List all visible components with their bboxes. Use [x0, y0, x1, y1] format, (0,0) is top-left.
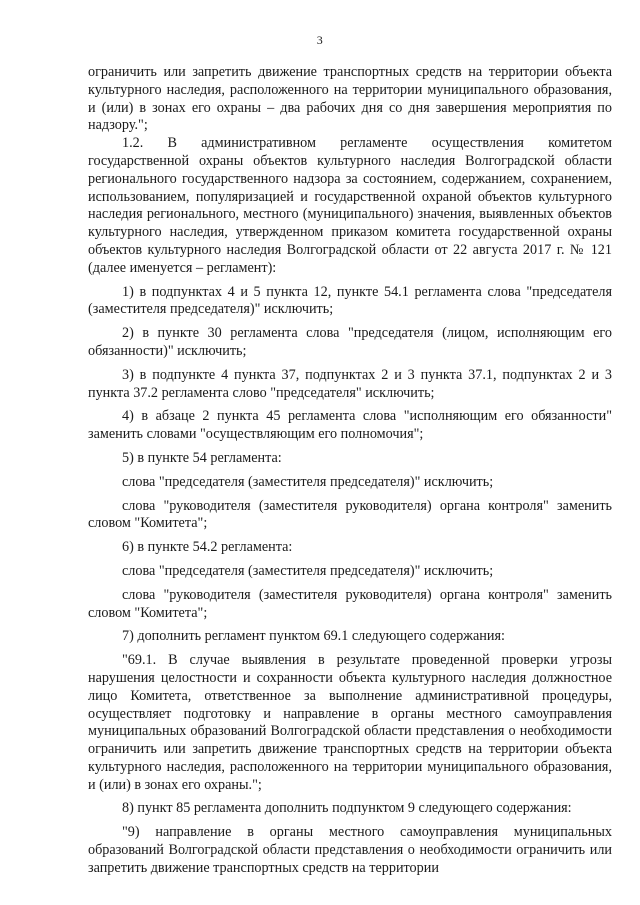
paragraph-1-2: 1.2. В административном регламенте осуществления комитетом государственной охраны объектов культурного наследия Волгоградской области регионального государственного надзора за состоянием, содержанием, сохранением, использованием, популяризацией и государственной охраной объектов культурного наследия регионального, местного (муниципального) значения, выявленных объектов культурного наследия, утвержденном приказом комитета государственной охраны объектов культурного наследия Волгоградской области от 22 августа 2017 г. № 121 (далее именуется – регламент): [88, 135, 612, 276]
list-item-5-sub-b: слова "руководителя (заместителя руководителя) органа контроля" заменить словом "Комитета"; [88, 497, 612, 532]
list-item-8: 8) пункт 85 регламента дополнить подпунктом 9 следующего содержания: [122, 800, 572, 817]
list-item-5: 5) в пункте 54 регламента: [122, 449, 282, 466]
list-item-7: 7) дополнить регламент пунктом 69.1 следующего содержания: [122, 628, 505, 645]
list-item-8-quote: "9) направление в органы местного самоуправления муниципальных образований Волгоградской области представления о необходимости ограничить или запретить движение транспортных средств на территории [88, 824, 612, 876]
list-item-6: 6) в пункте 54.2 регламента: [122, 539, 293, 556]
list-item-3: 3) в подпункте 4 пункта 37, подпунктах 2 и 3 пункта 37.1, подпунктах 2 и 3 пункта 37.2 регламента слово "председателя" исключить; [88, 366, 612, 401]
list-item-5-sub-a: слова "председателя (заместителя председателя)" исключить; [122, 473, 494, 490]
document-body [88, 64, 612, 878]
list-item-4: 4) в абзаце 2 пункта 45 регламента слова "исполняющим его обязанности" заменить словами "осуществляющим его полномочия"; [88, 408, 612, 443]
list-item-1: 1) в подпунктах 4 и 5 пункта 12, пункте 54.1 регламента слова "председателя (заместителя председателя)" исключить; [88, 283, 612, 318]
list-item-6-sub-b: слова "руководителя (заместителя руководителя) органа контроля" заменить словом "Комитета"; [88, 586, 612, 621]
list-item-7-quote: "69.1. В случае выявления в результате проведенной проверки угрозы нарушения целостности и сохранности объекта культурного наследия должностное лицо Комитета, ответственное за выполнение административной процедуры, осуществляет подготовку и направление в органы местного самоуправления муниципальных образований Волгоградской области представления о необходимости ограничить или запретить движение транспортных средств на территории объекта культурного наследия, расположенного на территории муниципального образования, и (или) в зонах его охраны."; [88, 652, 612, 793]
paragraph-continuation: ограничить или запретить движение транспортных средств на территории объекта культурного наследия, расположенного на территории муниципального образования, и (или) в зонах его охраны – два рабочих дня со дня завершения мероприятия по надзору."; [88, 64, 612, 134]
page-number: 3 [316, 33, 324, 47]
list-item-2: 2) в пункте 30 регламента слова "председателя (лицом, исполняющим его обязанности)" исключить; [88, 325, 612, 359]
list-item-6-sub-a: слова "председателя (заместителя председателя)" исключить; [122, 562, 494, 579]
